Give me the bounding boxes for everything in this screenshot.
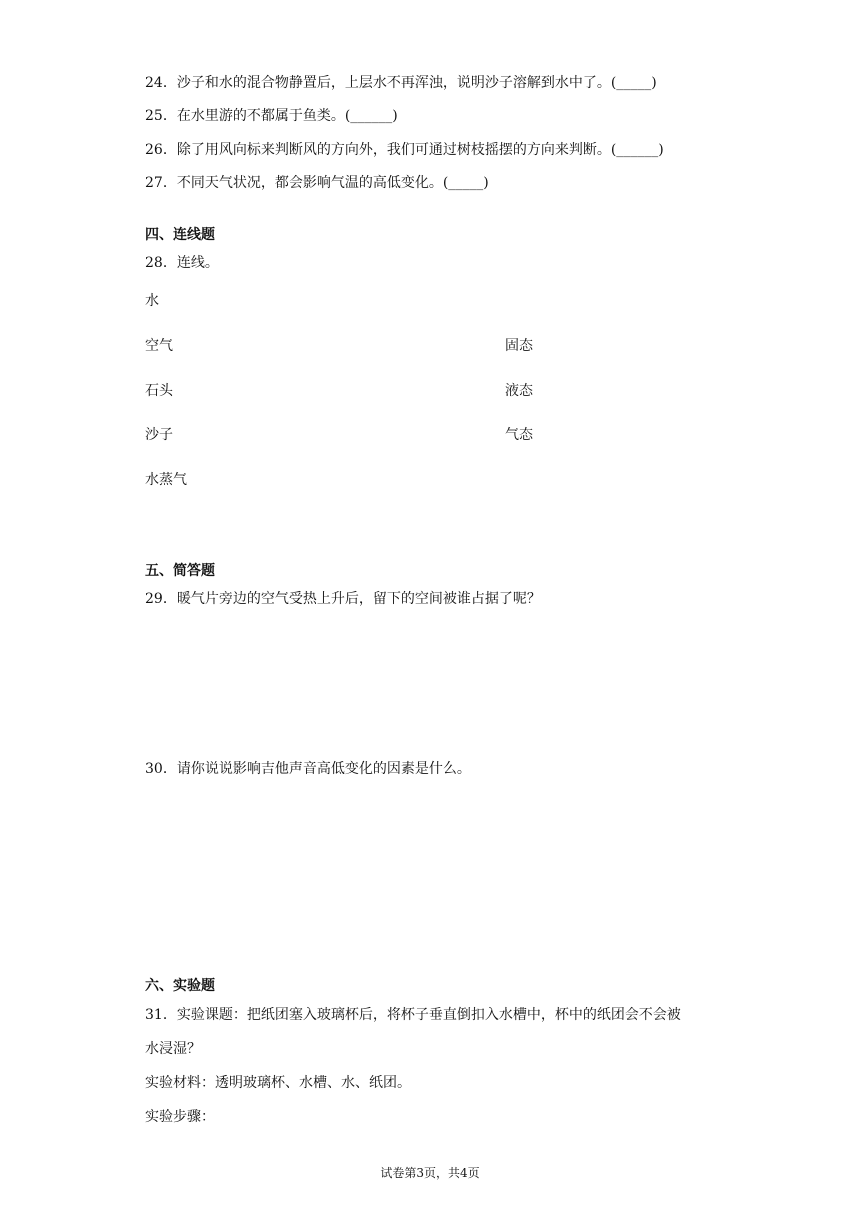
- match-right-item: 液态: [505, 383, 533, 399]
- match-left-item: 石头: [145, 383, 173, 399]
- match-right-item: 固态: [505, 338, 533, 354]
- question-26: 26．除了用风向标来判断风的方向外，我们可通过树枝摇摆的方向来判断。(______): [145, 142, 664, 158]
- question-30: 30．请你说说影响吉他声音高低变化的因素是什么。: [145, 761, 471, 777]
- match-left-item: 空气: [145, 338, 173, 354]
- question-27: 27．不同天气状况，都会影响气温的高低变化。(_____): [145, 175, 489, 191]
- question-29: 29．暖气片旁边的空气受热上升后，留下的空间被谁占据了呢？: [145, 591, 541, 607]
- experiment-steps: 实验步骤：: [145, 1109, 215, 1125]
- match-left-item: 沙子: [145, 427, 173, 443]
- match-left-item: 水: [145, 293, 159, 309]
- match-left-item: 水蒸气: [145, 472, 187, 488]
- question-25: 25．在水里游的不都属于鱼类。(______): [145, 108, 398, 124]
- question-24: 24．沙子和水的混合物静置后，上层水不再浑浊，说明沙子溶解到水中了。(_____): [145, 75, 657, 91]
- page-footer: 试卷第3页，共4页: [380, 1166, 480, 1180]
- section-heading-experiment: 六、实验题: [145, 978, 215, 994]
- question-31-line-2: 水浸湿？: [145, 1041, 201, 1057]
- section-heading-short-answer: 五、简答题: [145, 563, 215, 579]
- experiment-materials: 实验材料：透明玻璃杯、水槽、水、纸团。: [145, 1075, 411, 1091]
- question-31-line-1: 31．实验课题：把纸团塞入玻璃杯后，将杯子垂直倒扣入水槽中，杯中的纸团会不会被: [145, 1007, 681, 1023]
- match-right-item: 气态: [505, 427, 533, 443]
- section-heading-matching: 四、连线题: [145, 227, 215, 243]
- question-28: 28．连线。: [145, 255, 219, 271]
